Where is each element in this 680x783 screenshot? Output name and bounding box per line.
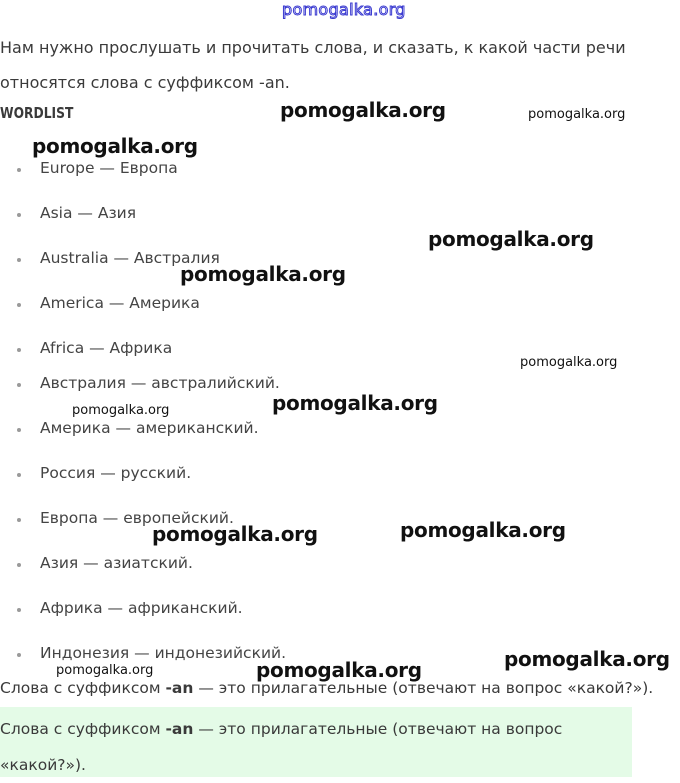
answer-suffix: -an	[165, 720, 194, 738]
list-item-text: Индонезия — индонезийский.	[40, 644, 287, 662]
answer-rest: — это прилагательные (отвечают на вопрос «какой?»).	[0, 720, 563, 774]
top-watermark-link[interactable]: pomogalka.org	[282, 0, 406, 19]
bullet-icon	[17, 653, 21, 657]
bullet-icon	[17, 168, 21, 172]
watermark: pomogalka.org	[180, 262, 346, 286]
bullet-icon	[17, 258, 21, 262]
watermark: pomogalka.org	[428, 227, 594, 251]
watermark: pomogalka.org	[520, 355, 618, 370]
bullet-icon	[17, 213, 21, 217]
list-item-text: Asia — Азия	[40, 204, 137, 222]
list-item-text: Африка — африканский.	[40, 599, 243, 617]
bullet-icon	[17, 348, 21, 352]
watermark: pomogalka.org	[280, 98, 446, 122]
watermark: pomogalka.org	[56, 663, 154, 678]
bullet-icon	[17, 518, 21, 522]
watermark: pomogalka.org	[400, 518, 566, 542]
intro-paragraph	[0, 30, 660, 100]
watermark: pomogalka.org	[256, 658, 422, 682]
list-item-text: Австралия — австралийский.	[40, 374, 280, 392]
list-item-text: Europe — Европа	[40, 159, 178, 177]
answer-prefix: Слова с суффиксом	[0, 720, 166, 738]
bullet-icon	[17, 428, 21, 432]
list-item-text: America — Америка	[40, 294, 200, 312]
watermark: pomogalka.org	[504, 647, 670, 671]
watermark: pomogalka.org	[72, 403, 170, 418]
list-item-text: Россия — русский.	[40, 464, 192, 482]
bullet-icon	[17, 383, 21, 387]
conclusion-suffix: -an	[165, 679, 194, 697]
list-item-text: Australia — Австралия	[40, 249, 220, 267]
bullet-icon	[17, 563, 21, 567]
wordlist-heading: WORDLIST	[0, 104, 74, 122]
answer-text	[0, 711, 600, 783]
watermark: pomogalka.org	[528, 107, 626, 122]
watermark: pomogalka.org	[272, 391, 438, 415]
list-item-text: Азия — азиатский.	[40, 554, 193, 572]
list-item-text: Africa — Африка	[40, 339, 173, 357]
list-item-text: Европа — европейский.	[40, 509, 234, 527]
intro-line-2: относятся слова с суффиксом -an.	[0, 73, 290, 92]
watermark: pomogalka.org	[152, 522, 318, 546]
answer-box	[0, 707, 632, 777]
list-item-text: Америка — американский.	[40, 419, 259, 437]
bullet-icon	[17, 608, 21, 612]
bullet-icon	[17, 473, 21, 477]
conclusion-rest: — это прилагательные (отвечают на вопрос «какой?»).	[193, 679, 654, 697]
watermark: pomogalka.org	[32, 134, 198, 158]
bullet-icon	[17, 303, 21, 307]
conclusion-prefix: Слова с суффиксом	[0, 679, 166, 697]
intro-line-1: Нам нужно прослушать и прочитать слова, и сказать, к какой части речи	[0, 38, 626, 57]
